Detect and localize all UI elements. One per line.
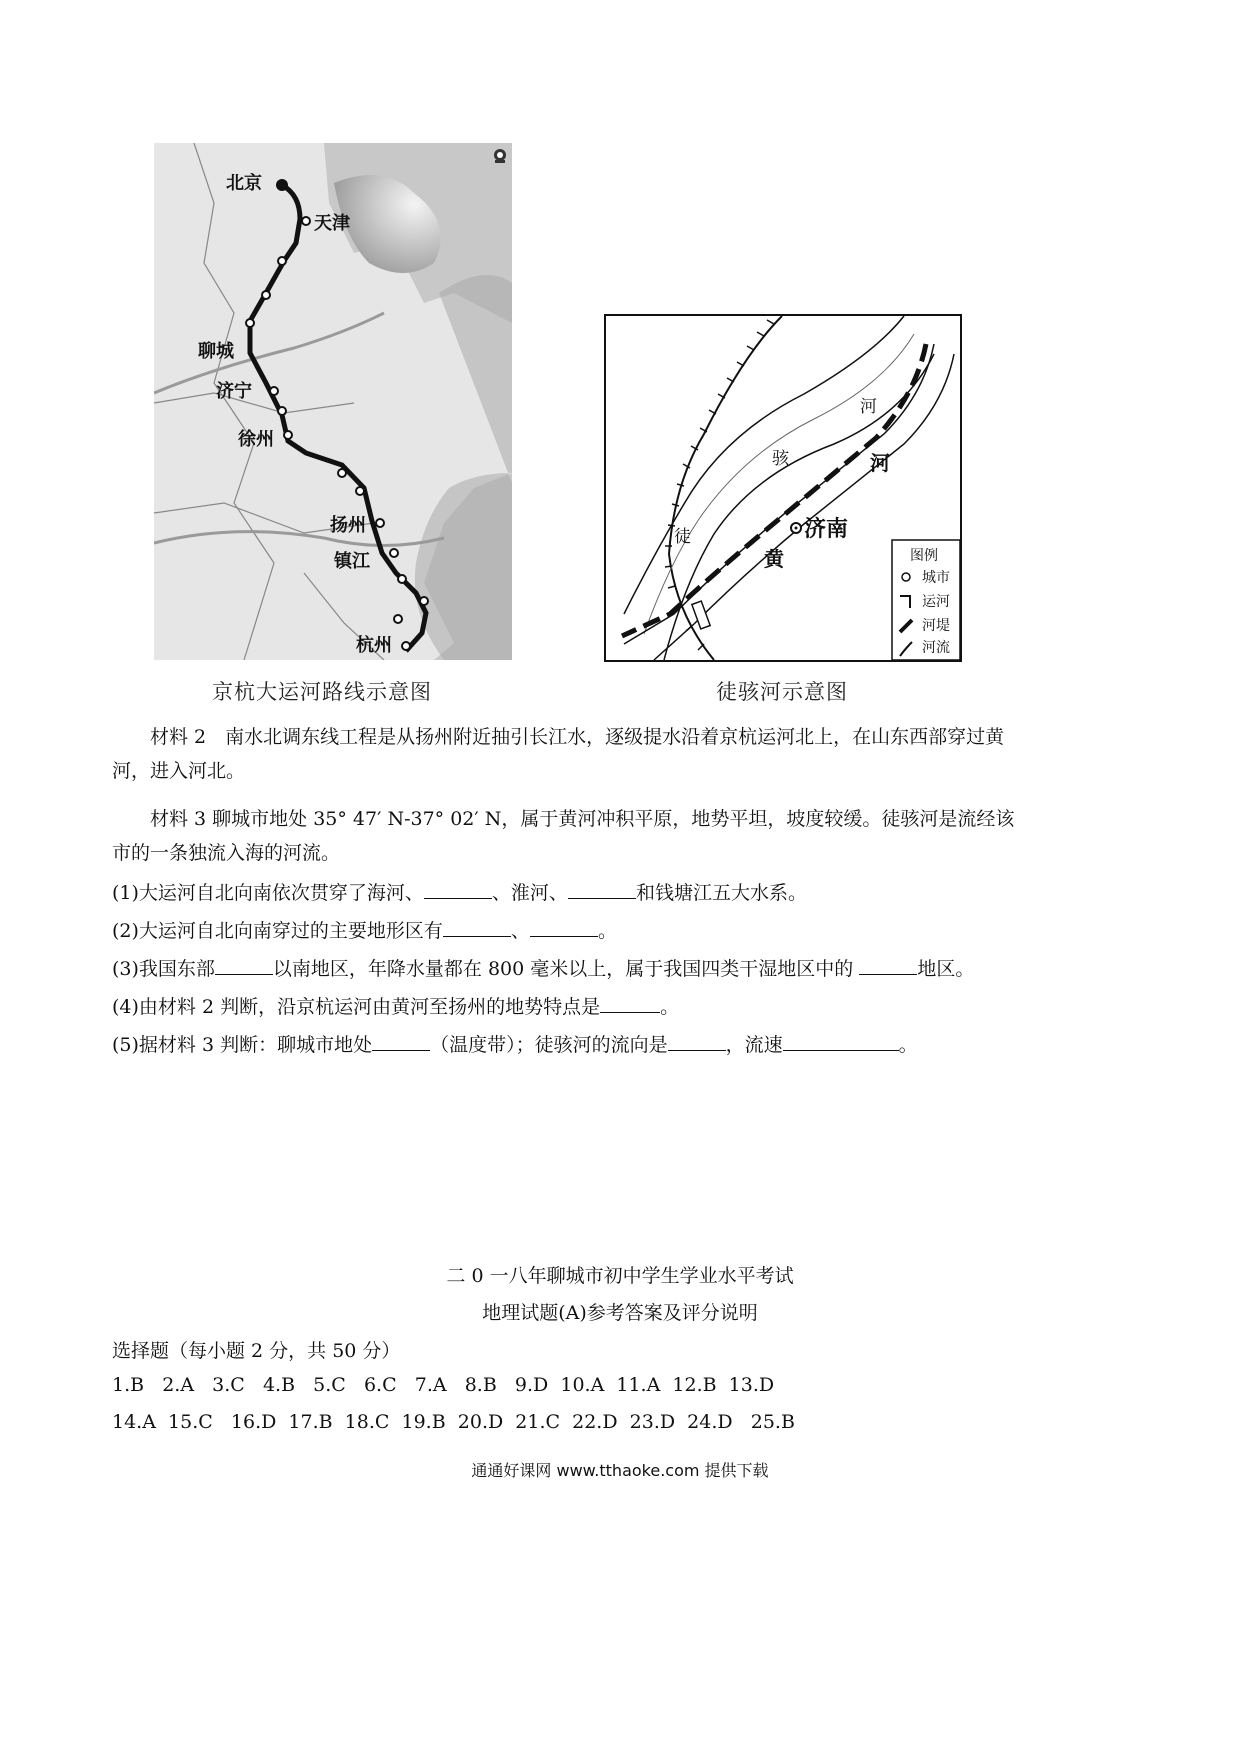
material-2-line2: 河，进入河北。	[112, 760, 246, 782]
legend-city: 城市	[922, 570, 950, 586]
yellow-river-char-he: 河	[870, 451, 890, 475]
answer-blank[interactable]	[600, 994, 660, 1013]
city-label-yangzhou: 扬州	[330, 515, 366, 536]
answer-row-1: 1.B 2.A 3.C 4.B 5.C 6.C 7.A 8.B 9.D 10.A 11.A 12.B 13.D	[112, 1374, 775, 1396]
tuhai-river-map-graphic	[604, 314, 962, 662]
river-char-hai: 骇	[772, 449, 789, 469]
legend-canal: 运河	[922, 594, 950, 610]
city-label-jinan: 济南	[804, 517, 849, 542]
city-label-tianjin: 天津	[314, 213, 350, 234]
grand-canal-map-graphic	[154, 143, 512, 660]
answer-blank[interactable]	[443, 918, 511, 937]
grand-canal-map	[154, 143, 512, 660]
legend-city-icon	[902, 573, 910, 581]
material-3-line1: 材料 3 聊城市地处 35° 47′ N-37° 02′ N，属于黄河冲积平原，地势平坦，坡度较缓。徒骇河是流经该	[150, 808, 1015, 830]
city-label-liaocheng: 聊城	[198, 341, 234, 362]
answer-row-2: 14.A 15.C 16.D 17.B 18.C 19.B 20.D 21.C 22.D 23.D 24.D 25.B	[112, 1411, 795, 1433]
answer-blank[interactable]	[372, 1032, 430, 1051]
answer-blank[interactable]	[215, 956, 273, 975]
legend-river: 河流	[922, 640, 950, 656]
legend-dyke: 河堤	[922, 618, 950, 634]
answer-title-2: 地理试题(A)参考答案及评分说明	[482, 1302, 758, 1324]
material-2-line1: 材料 2 南水北调东线工程是从扬州附近抽引长江水，逐级提水沿着京杭运河北上，在山东西部穿过黄	[150, 726, 1005, 748]
answer-blank[interactable]	[859, 956, 917, 975]
answer-blank[interactable]	[530, 918, 598, 937]
city-label-jining: 济宁	[216, 381, 252, 402]
city-label-beijing: 北京	[226, 173, 262, 194]
question-3: (3)我国东部 以南地区，年降水量都在 800 毫米以上，属于我国四类干湿地区中的 地区。	[112, 958, 975, 980]
yellow-river-char-huang: 黄	[764, 547, 784, 571]
tuhai-river-map	[604, 314, 962, 662]
answer-blank[interactable]	[668, 1032, 726, 1051]
material-3	[112, 808, 1132, 864]
city-label-xuzhou: 徐州	[238, 429, 274, 450]
answer-section-heading: 选择题（每小题 2 分，共 50 分）	[112, 1340, 401, 1362]
question-4: (4)由材料 2 判断，沿京杭运河由黄河至扬州的地势特点是 。	[112, 996, 680, 1018]
answer-blank[interactable]	[783, 1032, 899, 1051]
question-5: (5)据材料 3 判断：聊城市地处 （温度带）；徒骇河的流向是 ，流速 。	[112, 1034, 918, 1056]
material-2	[112, 726, 1132, 782]
question-1: (1)大运河自北向南依次贯穿了海河、 、淮河、 和钱塘江五大水系。	[112, 882, 807, 904]
page-footer: 通通好课网 www.tthaoke.com 提供下载	[471, 1461, 769, 1480]
tuhai-river-map-caption: 徒骇河示意图	[716, 680, 848, 704]
river-char-tu: 徒	[674, 527, 691, 547]
answer-title-1: 二 0 一八年聊城市初中学生学业水平考试	[446, 1265, 794, 1287]
answer-blank[interactable]	[424, 880, 492, 899]
question-2: (2)大运河自北向南穿过的主要地形区有 、 。	[112, 920, 617, 942]
city-label-hangzhou: 杭州	[356, 635, 392, 656]
city-label-zhenjiang: 镇江	[334, 551, 370, 572]
north-arrow-icon	[494, 149, 506, 163]
map-legend	[892, 540, 960, 660]
answer-blank[interactable]	[568, 880, 636, 899]
legend-title: 图例	[910, 548, 938, 564]
river-char-he: 河	[860, 397, 877, 417]
material-3-line2: 市的一条独流入海的河流。	[112, 842, 341, 864]
grand-canal-map-caption: 京杭大运河路线示意图	[212, 680, 432, 704]
